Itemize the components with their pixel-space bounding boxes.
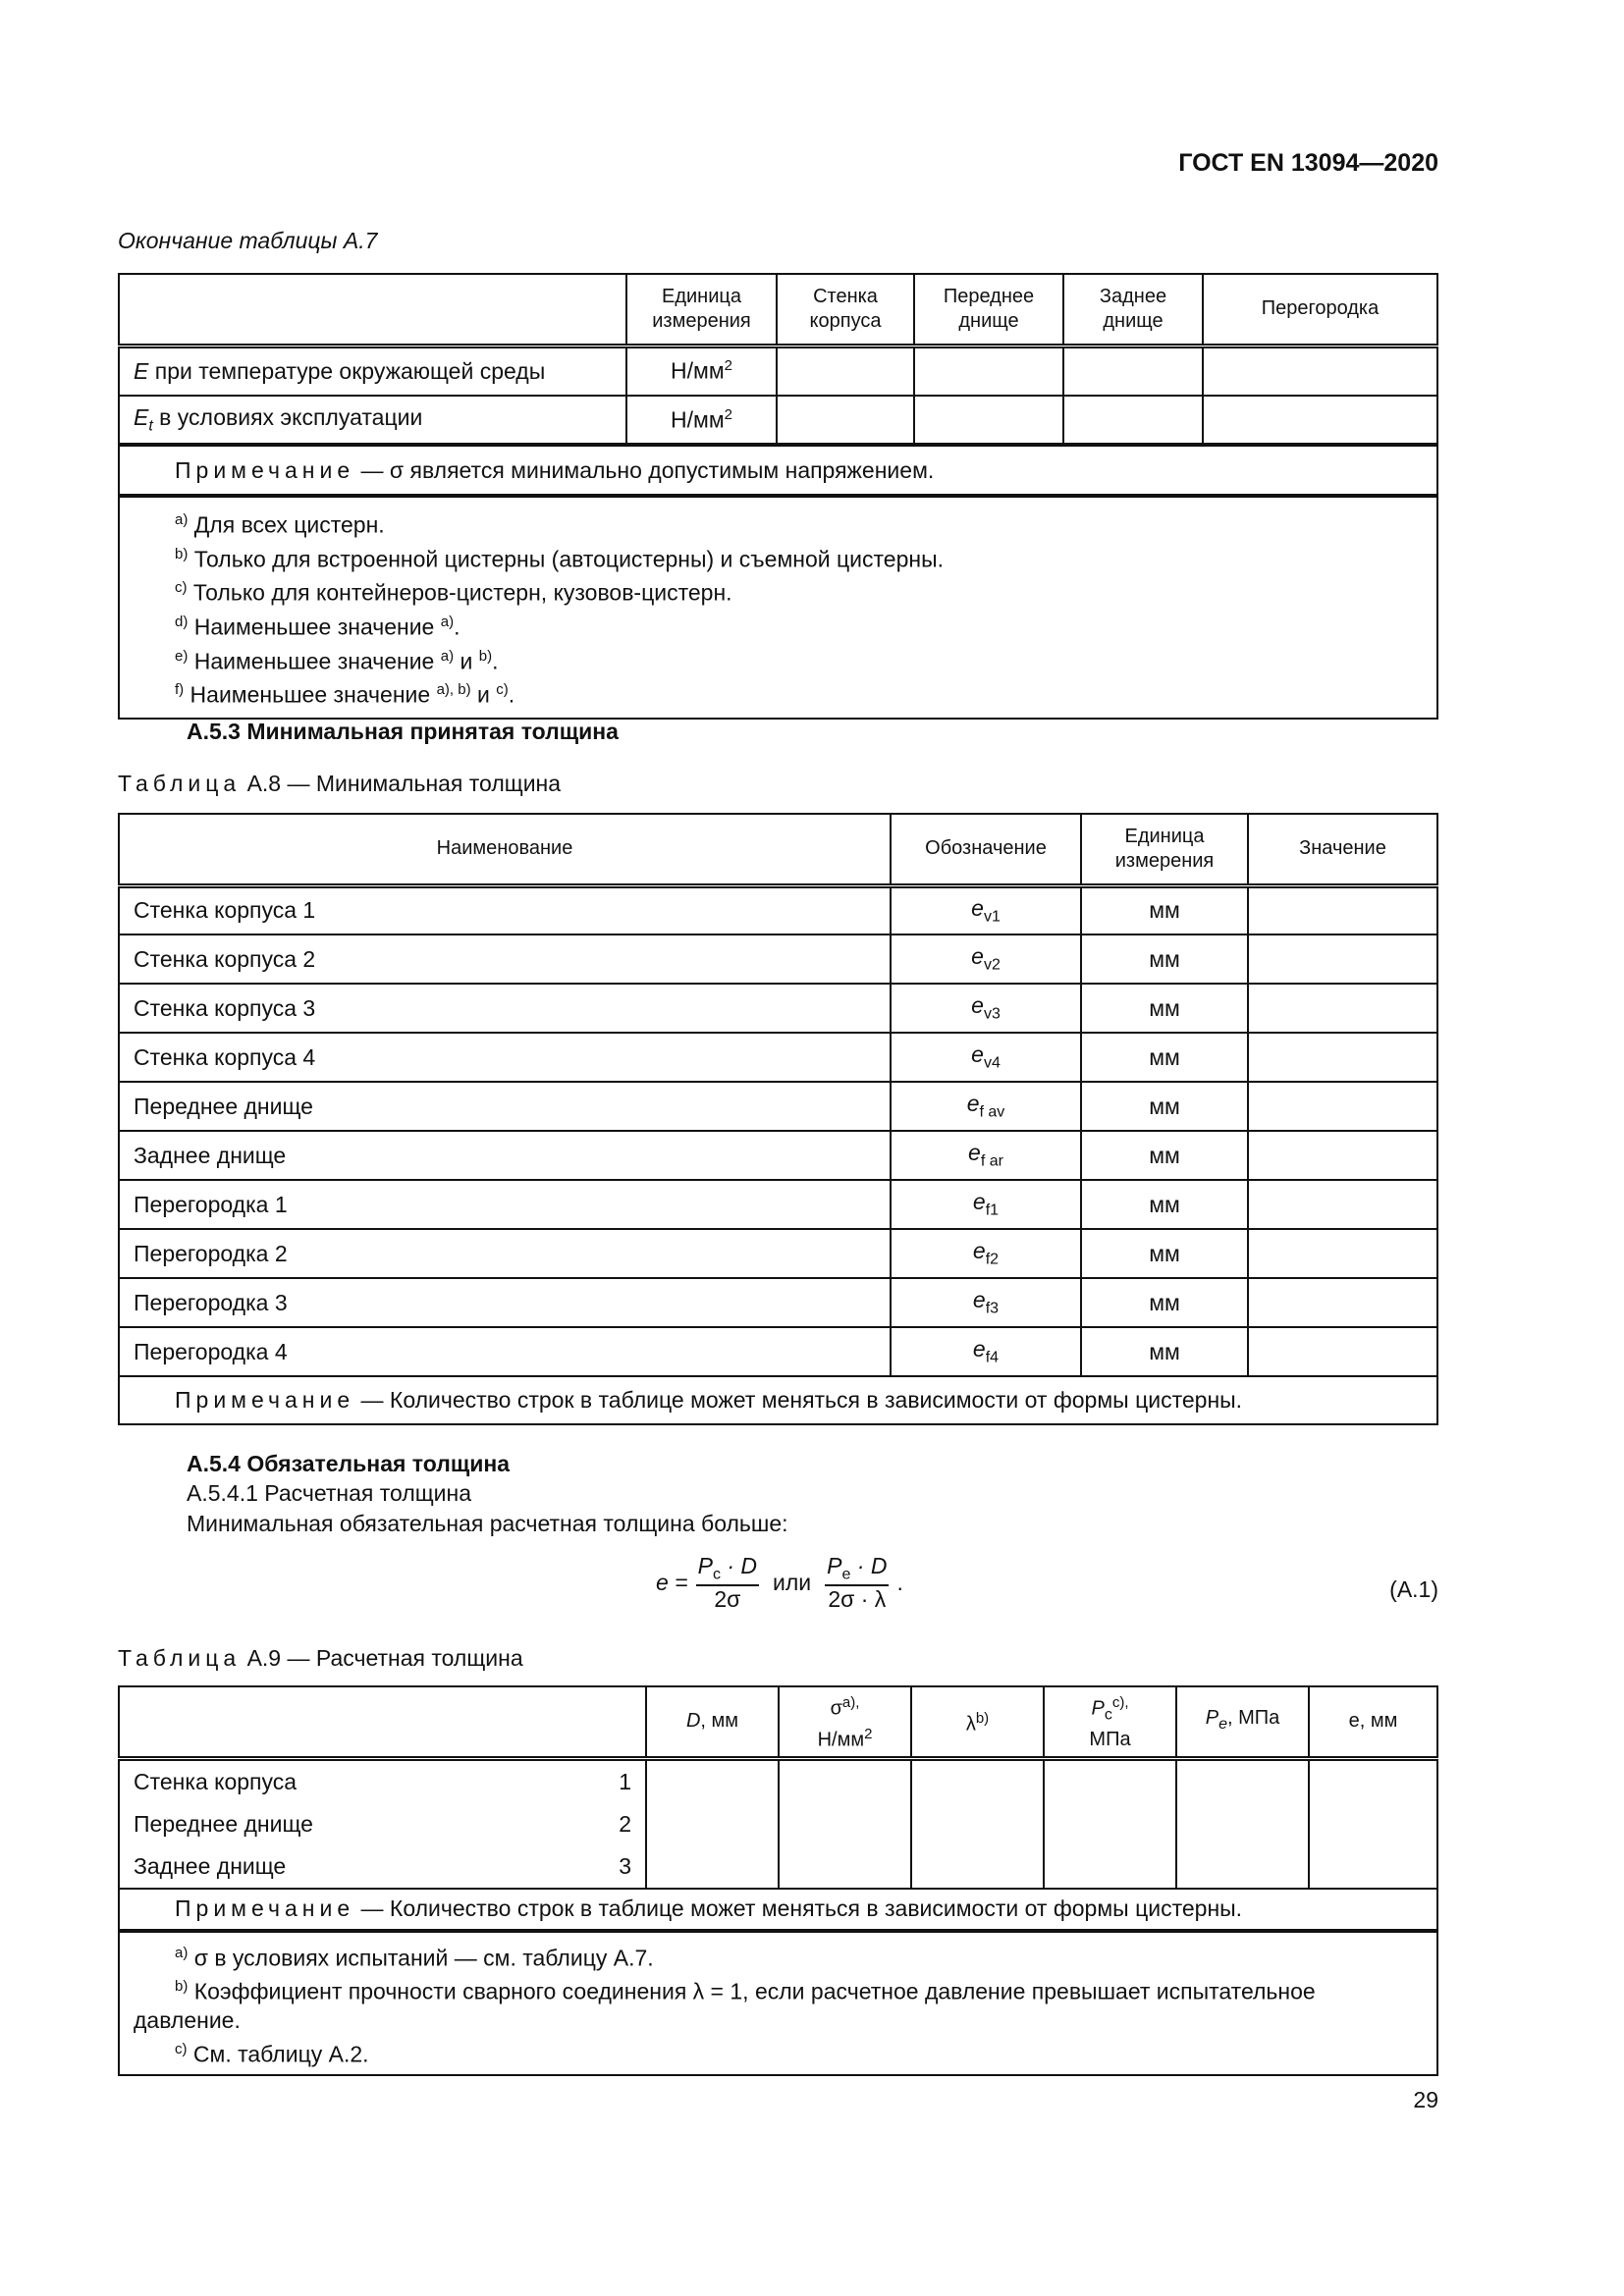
table-row: Стенка корпуса 1 Переднее днище 2 Заднее днище 3 (119, 1758, 1437, 1889)
unit-exponent: 2 (724, 405, 732, 423)
row-symbol: $e_{f1}$ (891, 1180, 1081, 1229)
document-code: ГОСТ EN 13094—2020 (1178, 149, 1438, 177)
footnote: $^{c)}$ Только для контейнеров-цистерн, кузовов-цистерн. (175, 579, 732, 606)
formula-a1: e = $\frac{P_c \cdot D}{2\sigma}$ или $P_e \cdot D$ 2σ · λ . (656, 1553, 903, 1612)
row-value (1248, 1180, 1437, 1229)
row-symbol: $e_{f4}$ (891, 1327, 1081, 1376)
row-name: Стенка корпуса 1 (119, 885, 891, 934)
column-header: $\lambda^{b)}$ (911, 1686, 1044, 1758)
row-symbol: $e_{v3}$ (891, 984, 1081, 1033)
unit-exponent: 2 (724, 357, 732, 375)
table-a9-caption: Таблица А.9 — Расчетная толщина (118, 1645, 523, 1671)
column-header: Стенка корпуса (777, 274, 914, 346)
row-value (1248, 1278, 1437, 1327)
unit: Н/мм (671, 406, 725, 433)
row-label: при температуре окружающей среды (148, 357, 546, 384)
column-header-empty (119, 1686, 646, 1758)
footnote: $^{b)}$ Только для встроенной цистерны (автоцистерны) и съемной цистерны. (175, 545, 945, 572)
row-symbol: $e_{f3}$ (891, 1278, 1081, 1327)
symbol: E (134, 357, 149, 384)
table-footnotes-row (119, 1931, 1437, 2076)
row-value (1248, 1229, 1437, 1278)
row-name: Перегородка 3 (119, 1278, 891, 1327)
row-symbol: $e_{v1}$ (891, 885, 1081, 934)
table-row (119, 1180, 1437, 1229)
footnote: $^{c)}$ См. таблицу А.2. (175, 2040, 369, 2067)
row-unit: мм (1081, 1278, 1248, 1327)
row-unit: мм (1081, 984, 1248, 1033)
column-header: Обозначение (891, 814, 1081, 885)
symbol: E (134, 403, 149, 430)
table-row (119, 396, 1437, 445)
column-header: e, мм (1309, 1686, 1437, 1758)
column-header: Единица измерения (626, 274, 777, 346)
table-note-row: Примечание — Количество строк в таблице может меняться в зависимости от формы цистерны. (119, 1376, 1437, 1424)
row-unit: мм (1081, 885, 1248, 934)
table-row (119, 1229, 1437, 1278)
row-name: Перегородка 4 (119, 1327, 891, 1376)
row-name: Заднее днище (119, 1131, 891, 1180)
column-header: Заднее днище (1063, 274, 1203, 346)
row-unit: мм (1081, 934, 1248, 984)
row-symbol: $e_{v2}$ (891, 934, 1081, 984)
row-symbol: $e_{f2}$ (891, 1229, 1081, 1278)
row-unit: мм (1081, 1131, 1248, 1180)
table-note-row (119, 445, 1437, 496)
table-row (119, 984, 1437, 1033)
table-a8-caption: Таблица А.8 — Минимальная толщина (118, 771, 562, 796)
table-footnotes-row (119, 496, 1437, 719)
table-header-row (119, 274, 1437, 346)
column-header: Единица измерения (1081, 814, 1248, 885)
row-name: Стенка корпуса 3 (119, 984, 891, 1033)
row-unit: мм (1081, 1229, 1248, 1278)
table-a9 (118, 1685, 1438, 2076)
row-name: Перегородка 1 (119, 1180, 891, 1229)
row-symbol: $e_{v4}$ (891, 1033, 1081, 1082)
column-header: D, мм (646, 1686, 779, 1758)
unit: Н/мм (671, 358, 725, 385)
row-value (1248, 1327, 1437, 1376)
footnote: $^{f)}$ Наименьшее значение $^{a), b)}$ и $^{c)}$. (175, 681, 515, 708)
table-row (119, 1082, 1437, 1131)
note-label: Примечание (175, 456, 355, 483)
table-row (119, 346, 1437, 396)
page-number: 29 (1413, 2087, 1438, 2112)
footnote: $^{d)}$ Наименьшее значение $^{a)}$. (175, 613, 460, 640)
row-name: Перегородка 2 (119, 1229, 891, 1278)
footnote: $^{e)}$ Наименьшее значение $^{a)}$ и $^{b)}$. (175, 647, 499, 674)
table-a7-caption: Окончание таблицы А.7 (118, 228, 378, 253)
row-value (1248, 934, 1437, 984)
table-row (119, 934, 1437, 984)
column-header: Перегородка (1203, 274, 1437, 346)
footnote: $^{a)}$ σ в условиях испытаний — см. таблицу А.7. (175, 1944, 654, 1971)
footnote: $^{b)}$ Коэффициент прочности сварного соединения λ = 1, если расчетное давление превышает испытательное давление. (134, 1978, 1316, 2033)
section-a54-heading: А.5.4 Обязательная толщина (187, 1451, 511, 1476)
table-a7 (118, 273, 1438, 720)
row-unit: мм (1081, 1180, 1248, 1229)
table-header-row (119, 814, 1437, 885)
formula-number: (А.1) (1389, 1576, 1438, 1602)
table-row (119, 1278, 1437, 1327)
row-name: Переднее днище (119, 1082, 891, 1131)
row-unit: мм (1081, 1033, 1248, 1082)
column-header: $P_c^{c),}$ МПа (1044, 1686, 1176, 1758)
row-name: Стенка корпуса 4 (119, 1033, 891, 1082)
paragraph: Минимальная обязательная расчетная толщина больше: (187, 1511, 788, 1536)
table-row (119, 1131, 1437, 1180)
column-header: Наименование (119, 814, 891, 885)
row-value (1248, 984, 1437, 1033)
row-value (1248, 1082, 1437, 1131)
symbol-subscript: t (148, 417, 153, 435)
column-header: $P_e$, МПа (1176, 1686, 1309, 1758)
row-name: Стенка корпуса 2 (119, 934, 891, 984)
row-symbol: $e_{f ar}$ (891, 1131, 1081, 1180)
row-unit: мм (1081, 1327, 1248, 1376)
row-symbol: $e_{f av}$ (891, 1082, 1081, 1131)
row-value (1248, 885, 1437, 934)
section-a541-heading: А.5.4.1 Расчетная толщина (187, 1480, 472, 1506)
table-header-row (119, 1686, 1437, 1758)
footnote: $^{a)}$ Для всех цистерн. (175, 511, 385, 538)
note-text: — σ является минимально допустимым напряжением. (354, 456, 935, 483)
row-value (1248, 1033, 1437, 1082)
column-header (119, 274, 626, 346)
column-header: $\sigma^{a),}$ $Н/мм^2$ (779, 1686, 911, 1758)
column-header: Переднее днище (914, 274, 1063, 346)
table-note-row: Примечание — Количество строк в таблице может меняться в зависимости от формы цистерны. (119, 1889, 1437, 1931)
column-header: Значение (1248, 814, 1437, 885)
table-row (119, 885, 1437, 934)
section-a53-heading: А.5.3 Минимальная принятая толщина (187, 719, 619, 744)
row-unit: мм (1081, 1082, 1248, 1131)
table-row (119, 1033, 1437, 1082)
table-row (119, 1327, 1437, 1376)
row-value (1248, 1131, 1437, 1180)
table-a8 (118, 813, 1438, 1425)
row-label: в условиях эксплуатации (152, 403, 423, 430)
